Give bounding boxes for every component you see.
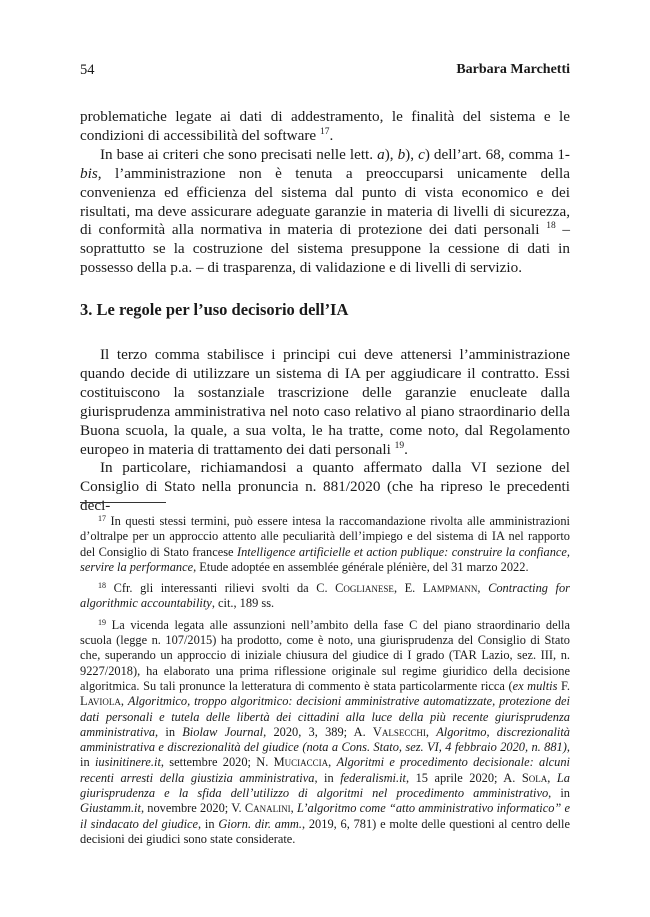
page-number: 54 [80,62,95,78]
section-heading: 3. Le regole per l’uso decisorio dell’IA [80,300,349,319]
running-header [80,62,570,82]
paragraph-criteria: In base ai criteri che sono precisati nelle lett. a), b), c) dell’art. 68, comma 1-bis, l’amministrazione non è tenuta a preoccuparsi unicamente della convenienza ed efficienza del sistema dal punto di vista economico e dei risultati, ma deve assicurare adeguate garanzie in materia di livelli di sicurezza, di conformità alla normativa in materia di protezione dei dati personali $^{18}$ – soprattutto se la costruzione del sistema presuppone la cessione di dati in possesso della p.a. – di trasparenza, di validazione e di livelli di servizio. [80,145,571,277]
footnote-19: $^{19}$ La vicenda legata alle assunzioni nell’ambito della fase C del piano straordinario della scuola (legge n. 107/2015) ha prodotto, come è noto, una giurisprudenza del Consiglio di Stato che, superando un approccio di iniziale chiusura del giudice di I grado (TAR Lazio, sez. III, n. 9227/2018), ha elaborato una prima riflessione originale sul regime giuridico della decisione algoritmica. Su tali pronunce la letteratura di commento è stata particolarmente ricca (ex multis F. Laviola, Algoritmico, troppo algoritmico: decisioni amministrative automatizzate, protezione dei dati personali e tutela delle libertà dei cittadini alla luce della più recente giurisprudenza amministrativa, in Biolaw Journal, 2020, 3, 389; A. Valsecchi, Algoritmo, discrezionalità amministrativa e discrezionalità del giudice (nota a Cons. Stato, sez. VI, 4 febbraio 2020, n. 881), in iusinitinere.it, settembre 2020; N. Muciaccia, Algoritmi e procedimento decisionale: alcuni recenti arresti della giustizia amministrativa, in federalismi.it, 15 aprile 2020; A. Sola, La giurisprudenza e la sfida dell’utilizzo di algoritmi nel procedimento amministrativo, in Giustamm.it, novembre 2020; V. Canalini, L’algoritmo come “atto amministrativo informatico” e il sindacato del giudice, in Giorn. dir. amm., 2019, 6, 781) e molte delle questioni al centro delle decisioni dei giudici sono state considerate. [80,617,570,846]
footnote-divider [80,502,166,503]
footnote-ref-19[interactable]: 19 [394,440,405,451]
footnote-ref-18[interactable]: 18 [546,221,556,232]
footnote-ref-17[interactable]: 17 [319,126,330,137]
footnote-18: $^{18}$ Cfr. gli interessanti rilievi svolti da C. Coglianese, E. Lampmann, Contracting for algorithmic accountability, cit., 189 ss. [80,581,571,611]
body-text-section [80,346,570,516]
footnotes [80,514,570,853]
paragraph-in-particolare: In particolare, richiamandosi a quanto affermato dalla VI sezione del Consiglio di Stato nella pronuncia n. 881/2020 (che ha ripreso le precedenti deci- [80,459,570,515]
footnote-17: $^{17}$ In questi stessi termini, può essere intesa la raccomandazione rivolta alle amministrazioni d’oltralpe per un approccio attento alle peculiarità dell’impiego e del sistema di IA nel rapporto del Consiglio di Stato francese Intelligence artificielle et action publique: construire la confiance, servire la performance, Etude adoptée en assemblée générale plénière, del 31 marzo 2022. [80,514,570,574]
body-text-top [80,108,570,278]
paragraph-third-comma: Il terzo comma stabilisce i principi cui deve attenersi l’amministrazione quando decide di utilizzare un sistema di IA per aggiudicare il contratto. Essi costituiscono la sostanziale trascrizione delle garanzie enucleate dalla giurisprudenza amministrativa nel noto caso relativo al piano straordinario della Buona scuola, la quale, a sua volta, le ha tratte, come noto, dal Regolamento europeo in materia di trattamento dei dati personali $^{19}$. [80,346,570,458]
running-head-author: Barbara Marchetti [456,62,570,77]
paragraph-continuation: problematiche legate ai dati di addestramento, le finalità del sistema e le condizioni di accessibilità del software $^{17}$. [80,108,570,144]
